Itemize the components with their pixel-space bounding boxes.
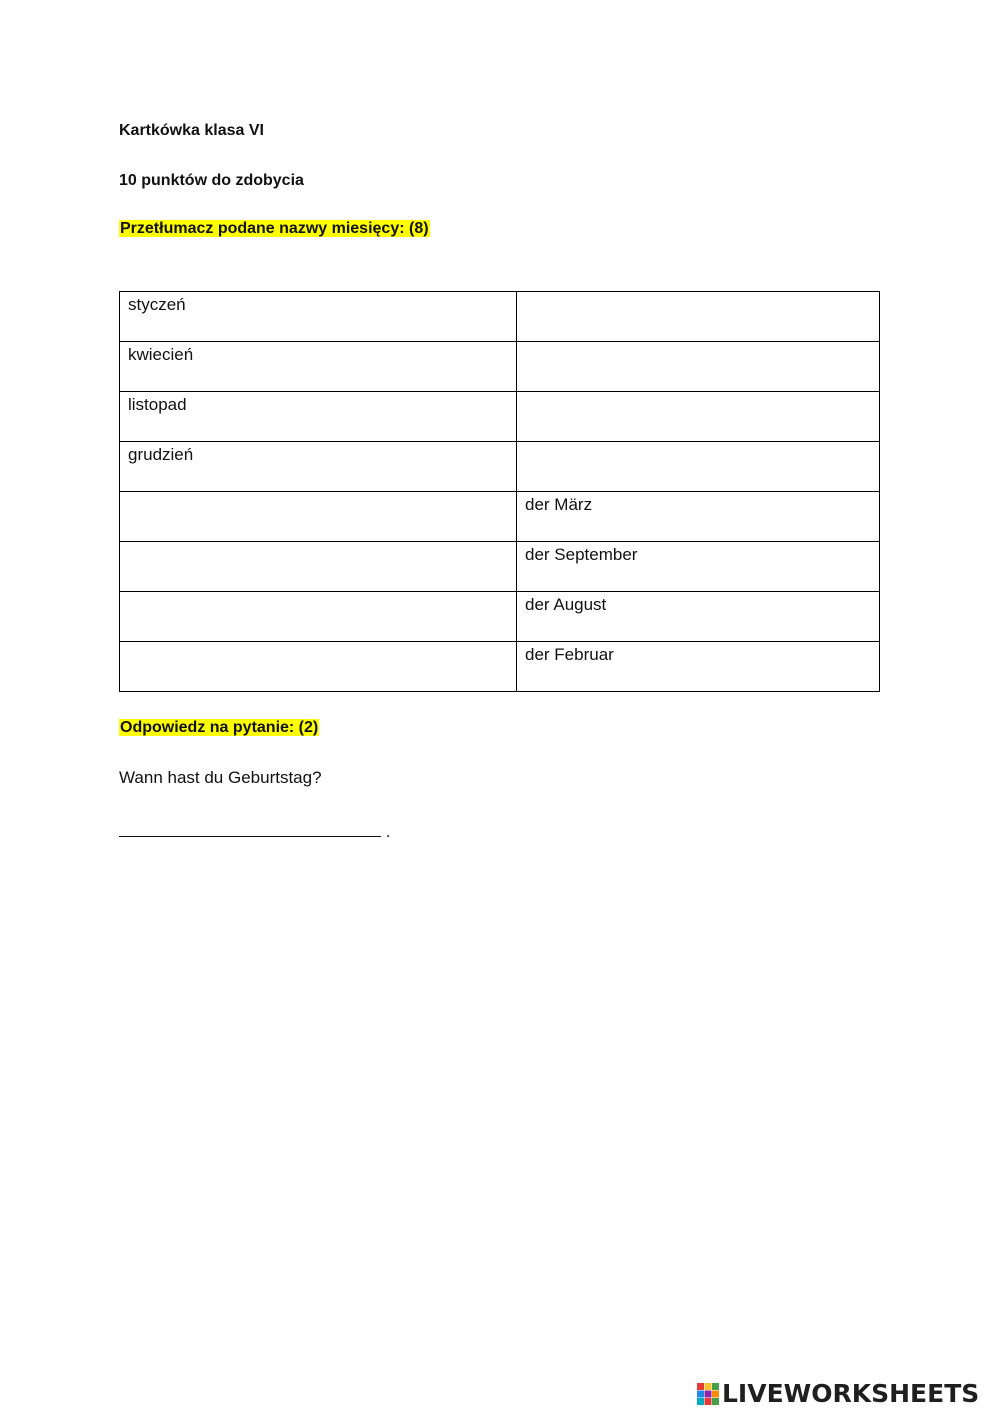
table-row xyxy=(120,642,880,692)
polish-answer-cell[interactable] xyxy=(120,642,517,692)
liveworksheets-logo-icon xyxy=(697,1383,719,1405)
table-row xyxy=(120,342,880,392)
table-row xyxy=(120,592,880,642)
table-row xyxy=(120,492,880,542)
german-month-cell: der September xyxy=(517,542,880,592)
table-row xyxy=(120,392,880,442)
polish-answer-cell[interactable] xyxy=(120,492,517,542)
table-row xyxy=(120,292,880,342)
table-row xyxy=(120,542,880,592)
german-answer-cell[interactable] xyxy=(517,342,880,392)
german-answer-cell[interactable] xyxy=(517,442,880,492)
german-month-cell: der März xyxy=(517,492,880,542)
polish-answer-cell[interactable] xyxy=(120,592,517,642)
months-table xyxy=(119,291,880,692)
polish-answer-cell[interactable] xyxy=(120,542,517,592)
answer-period: . xyxy=(385,822,391,841)
task2-instruction xyxy=(119,718,319,738)
task1-instruction xyxy=(119,219,430,239)
german-month-cell: der Februar xyxy=(517,642,880,692)
worksheet-title: Kartkówka klasa VI xyxy=(119,122,264,139)
points-info: 10 punktów do zdobycia xyxy=(119,172,304,189)
task2-instruction-text: Odpowiedz na pytanie: (2) xyxy=(120,719,319,736)
polish-month-cell: styczeń xyxy=(120,292,517,342)
task1-instruction-text: Przetłumacz podane nazwy miesięcy: (8) xyxy=(120,220,429,237)
german-answer-cell[interactable] xyxy=(517,392,880,442)
table-row xyxy=(120,442,880,492)
german-month-cell: der August xyxy=(517,592,880,642)
liveworksheets-logo-text: LIVEWORKSHEETS xyxy=(722,1379,980,1408)
german-answer-cell[interactable] xyxy=(517,292,880,342)
answer-blank[interactable] xyxy=(119,818,381,837)
polish-month-cell: kwiecień xyxy=(120,342,517,392)
liveworksheets-logo xyxy=(697,1379,979,1409)
question-text: Wann hast du Geburtstag? xyxy=(119,768,322,787)
answer-line xyxy=(119,818,390,843)
polish-month-cell: listopad xyxy=(120,392,517,442)
polish-month-cell: grudzień xyxy=(120,442,517,492)
